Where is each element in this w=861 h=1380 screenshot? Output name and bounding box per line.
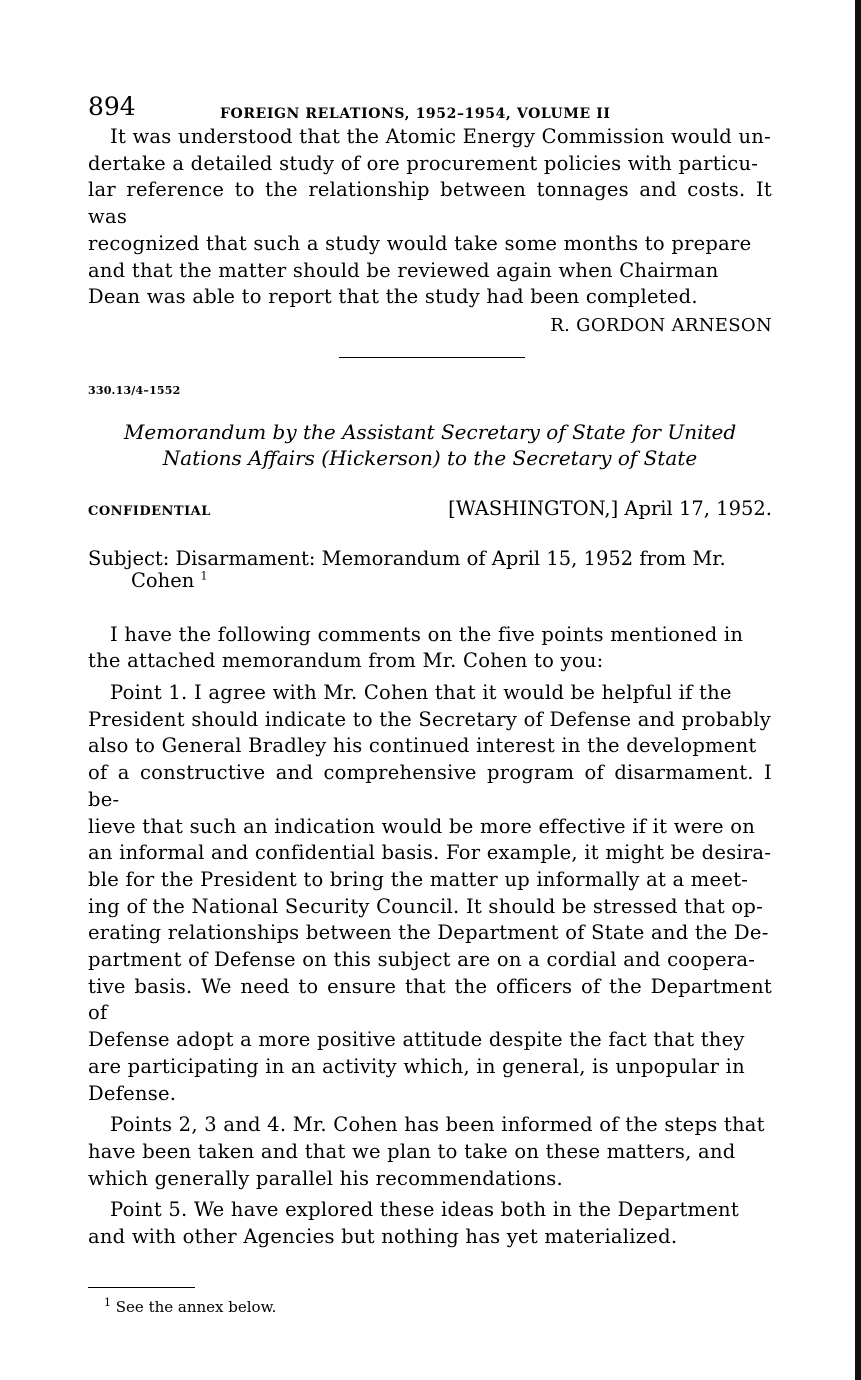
signature: R. GORDON ARNESON <box>550 314 772 336</box>
page-edge-shadow <box>855 0 861 1380</box>
section-divider <box>339 357 525 358</box>
body-paragraph: Point 1. I agree with Mr. Cohen that it would be helpful if the President should indicate to the Secretary of Defense and probably also to General Bradley his continued interest in the development of a constructive and comprehensive program of disarmament. I be- lieve that such an indication would be more effective if it were on an informal and confidential basis. For example, it might be desira- ble for the President to bring the matter up informally at a meet- ing of the National Security Council. It should be stressed that op- erating relationships between the Department of State and the De- partment of Defense on this subject are on a cordial and coopera- tive basis. We need to ensure that the officers of the Department of Defense adopt a more positive attitude despite the fact that they are participating in an activity which, in general, is unpopular in Defense. <box>88 681 772 1105</box>
page-number: 894 <box>88 92 136 121</box>
subject-line <box>88 526 772 614</box>
footnote-mark: 1 <box>104 1295 111 1309</box>
page-header <box>88 92 772 124</box>
body-paragraph: Points 2, 3 and 4. Mr. Cohen has been informed of the steps that have been taken and that we plan to take on these matters, and which generally parallel his recommendations. <box>88 1113 765 1190</box>
previous-document-ending <box>88 124 772 340</box>
classification-label: CONFIDENTIAL <box>88 503 211 519</box>
subject-text-line1: Subject: Disarmament: Memorandum of April 15, 1952 from Mr. <box>88 546 726 570</box>
document-page <box>88 92 772 1316</box>
footnote-reference-mark: 1 <box>200 569 208 583</box>
body-paragraph: Point 5. We have explored these ideas both in the Department and with other Agencies but nothing has yet materialized. <box>88 1198 739 1249</box>
running-title: FOREIGN RELATIONS, 1952–1954, VOLUME II <box>220 106 611 122</box>
footnote-text: See the annex below. <box>115 1297 277 1316</box>
subject-text-line2: Cohen <box>131 568 195 592</box>
closing-paragraph: It was understood that the Atomic Energy Commission would un- dertake a detailed study of ore procurement policies with particu- lar reference to the relationship between tonnages and costs. It was recognized that such a study would take some months to prepare and that the matter should be reviewed again when Chairman Dean was able to report that the study had been completed. <box>88 125 772 309</box>
document-title: Memorandum by the Assistant Secretary of State for United Nations Affairs (Hickerson) to the Secretary of State <box>123 419 737 470</box>
footnote <box>88 1295 772 1316</box>
subject-text-line2-wrap <box>88 570 772 592</box>
dateline-row <box>88 497 772 520</box>
memo-body <box>88 622 772 1251</box>
file-reference: 330.13/4–1552 <box>88 383 181 397</box>
body-paragraph: I have the following comments on the five points mentioned in the attached memorandum from Mr. Cohen to you: <box>88 622 744 673</box>
footnote-divider <box>88 1287 195 1288</box>
dateline: [WASHINGTON,] April 17, 1952. <box>448 496 772 520</box>
